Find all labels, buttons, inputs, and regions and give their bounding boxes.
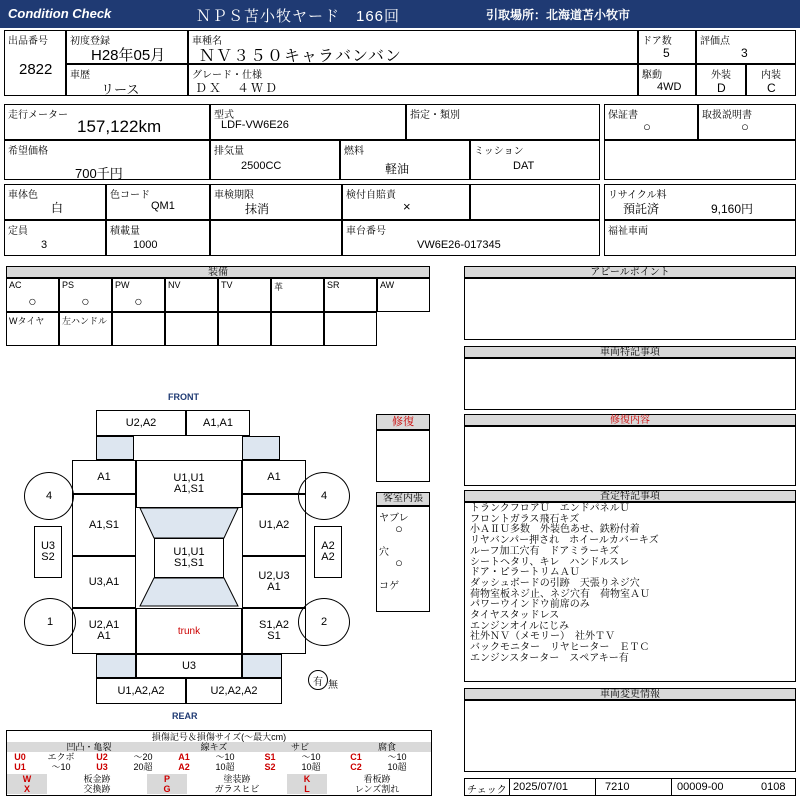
legend-code: U0 <box>14 752 26 762</box>
legend-code: P <box>147 774 187 784</box>
legend-desc: 10超 <box>215 762 235 772</box>
equipment-title: 装備 <box>6 266 430 278</box>
legend-code: A1 <box>178 752 190 762</box>
blank-box-2 <box>470 184 600 220</box>
history-box: 車歴 リース <box>66 64 188 96</box>
interior-box: 内装 C <box>746 64 796 96</box>
equipment-label: AW <box>380 280 395 290</box>
equipment-cell-ac <box>6 278 59 312</box>
equipment-cell-row2-3 <box>165 312 218 346</box>
warranty: ○ <box>643 119 651 134</box>
right-rear-door: U2,U3 A1 <box>242 556 306 608</box>
equipment-cell-pw <box>112 278 165 312</box>
equipment-cell-sr <box>324 278 377 312</box>
left-front-fender: A1 <box>72 460 136 494</box>
manual-box: 取扱説明書 ○ <box>698 104 796 140</box>
damage-legend <box>6 730 432 796</box>
legend-desc: エクボ <box>47 752 75 762</box>
lot-number-box: 出品番号 2822 <box>4 30 66 96</box>
equipment-cell-row2-4 <box>218 312 271 346</box>
repair-detail-title: 修復内容 <box>464 414 796 426</box>
inspection-note-line: ダッシュボードの引跡 天張りネジ穴 <box>470 577 640 589</box>
legend-code: C2 <box>350 762 362 772</box>
legend-code: U1 <box>14 762 26 772</box>
inspection-notes-title: 査定特記事項 <box>464 490 796 502</box>
code-1: 7210 <box>605 781 630 793</box>
displacement: 2500CC <box>241 160 282 172</box>
legend-code: A2 <box>178 762 190 772</box>
legend-desc: 交換跡 <box>83 784 111 794</box>
legend-code: W <box>7 774 47 784</box>
changes-box <box>464 700 796 772</box>
equipment-mark: ○ <box>28 293 37 309</box>
legend-title: 損傷記号＆損傷サイズ(～最大cm) <box>151 732 287 742</box>
interior-grade: C <box>767 81 776 95</box>
recycle-fee: 9,160円 <box>711 202 754 216</box>
inspection-note-line: パワーウインドウ前席のみ <box>470 599 590 611</box>
designation-box: 指定・類別 <box>406 104 600 140</box>
right-side-step: A2 A2 <box>314 526 342 578</box>
roof: U1,U1 S1,S1 <box>154 538 224 578</box>
chassis-box: 車台番号 VW6E26-017345 <box>342 220 600 256</box>
equipment-label: Wタイヤ <box>9 316 45 326</box>
model-box: 型式 LDF-VW6E26 <box>210 104 406 140</box>
inspection-note-line: フロントガラス飛石キズ <box>470 513 580 525</box>
equipment-label: 革 <box>274 282 284 292</box>
right-taillight <box>242 654 282 678</box>
interior-tear-label: ヤブレ <box>379 513 409 524</box>
equipment-mark: ○ <box>81 293 90 309</box>
legend-code: C1 <box>350 752 362 762</box>
pickup-location: 引取場所：北海道苫小牧市 <box>486 8 631 22</box>
history: リース <box>101 82 140 97</box>
grade-box: グレード・仕様 ＤＸ ４ＷＤ <box>188 64 638 96</box>
hood: U1,U1 A1,S1 <box>136 460 242 508</box>
capacity: 3 <box>41 239 48 251</box>
tire-front-right: 4 <box>298 472 350 520</box>
legend-code: S1 <box>264 752 276 762</box>
legend-code: S2 <box>264 762 276 772</box>
equipment-label: SR <box>327 280 340 290</box>
model: LDF-VW6E26 <box>221 119 289 131</box>
score-box: 評価点 3 <box>696 30 796 64</box>
code-2: 00009-00 <box>677 781 724 793</box>
inspection-note-line: バックモニター リヤヒーター ＥＴＣ <box>470 642 650 654</box>
tire-rear-right: 2 <box>298 598 350 646</box>
special-title: 車両特記事項 <box>464 346 796 358</box>
blank-box <box>604 140 796 180</box>
check-label: チェック <box>467 785 507 796</box>
recycle-box: リサイクル料 預託済 9,160円 <box>604 184 796 220</box>
front-bumper-left: U2,A2 <box>96 410 186 436</box>
legend-code: K <box>287 774 327 784</box>
inspection-expiry: 抹消 <box>245 202 270 216</box>
legend-desc: ～20 <box>133 752 153 762</box>
legend-code: L <box>287 784 327 794</box>
inspection-note-line: エンジンオイルにじみ <box>470 620 569 632</box>
equipment-label: PW <box>115 280 130 290</box>
blank-box-3 <box>210 220 342 256</box>
rear-bumper-left: U1,A2,A2 <box>96 678 186 704</box>
inspection-note-line: タイヤスタッドレス <box>470 610 560 621</box>
rear-label: REAR <box>172 711 198 721</box>
changes-title: 車両変更情報 <box>464 688 796 700</box>
capacity-box: 定員 3 <box>4 220 106 256</box>
displacement-box: 排気量 2500CC <box>210 140 340 180</box>
right-front-door: U1,A2 <box>242 494 306 556</box>
equipment-label: AC <box>9 280 22 290</box>
fuel-box: 燃料 軽油 <box>340 140 470 180</box>
warranty-box: 保証書 ○ <box>604 104 698 140</box>
legend-desc: ～10 <box>387 752 407 762</box>
header-title: Condition Check <box>8 6 112 21</box>
load-capacity: 1000 <box>133 239 158 251</box>
equipment-cell-row2-1 <box>59 312 112 346</box>
left-front-door: A1,S1 <box>72 494 136 556</box>
exterior-grade: D <box>717 81 726 95</box>
spare-tire-icon: 有 <box>308 670 328 690</box>
legend-desc: 10超 <box>387 762 407 772</box>
legend-group-dent: 凹凸・亀裂 <box>7 742 171 752</box>
legend-desc: 10超 <box>301 762 321 772</box>
equipment-label: PS <box>62 280 75 290</box>
equipment-cell-row2-0 <box>6 312 59 346</box>
legend-code: U3 <box>96 762 108 772</box>
left-headlight <box>96 436 134 460</box>
equipment-label: TV <box>221 280 233 290</box>
interior-box-body <box>376 506 430 612</box>
exterior-box: 外装 D <box>696 64 746 96</box>
appeal-box <box>464 278 796 340</box>
inspection-note-line: リヤバンパー押され ホイールカバーキズ <box>470 535 659 547</box>
tire-front-left: 4 <box>24 472 74 520</box>
spare-tire-none: 無 <box>328 680 338 691</box>
mission-box: ミッション DAT <box>470 140 600 180</box>
car-name: ＮＶ３５０キャラバンバン <box>199 48 402 65</box>
interior-hole-label: 穴 <box>379 547 389 558</box>
check-date: 2025/07/01 <box>513 781 569 793</box>
tire-rear-left: 1 <box>24 598 76 646</box>
doors-box: ドア数 5 <box>638 30 696 64</box>
equipment-cell-row2-5 <box>271 312 324 346</box>
legend-desc: 20超 <box>133 762 153 772</box>
first-registration-box: 初度登録 H28年05月 <box>66 30 188 64</box>
legend-code: G <box>147 784 187 794</box>
car-name-box: 車種名 ＮＶ３５０キャラバンバン <box>188 30 638 64</box>
footer-bar <box>464 778 796 796</box>
right-headlight <box>242 436 280 460</box>
insurance-box: 検付自賠責 × <box>342 184 470 220</box>
legend-desc: ～10 <box>51 762 71 772</box>
chassis-number: VW6E26-017345 <box>417 239 501 251</box>
legend-group-corrosion: 腐食 <box>343 742 431 752</box>
recycle-status: 預託済 <box>623 202 660 216</box>
repair-detail-box <box>464 426 796 486</box>
load-box: 積載量 1000 <box>106 220 210 256</box>
color-code-box: 色コード QM1 <box>106 184 210 220</box>
inspection-note-line: ルーフ加工穴有 ドアミラーキズ <box>470 545 619 557</box>
special-box <box>464 358 796 410</box>
body-color-box: 車体色 白 <box>4 184 106 220</box>
inspection-note-line: トランクフロアＵ エンドパネルＵ <box>470 503 630 514</box>
legend-desc: 塗装跡 <box>223 774 251 784</box>
fuel: 軽油 <box>385 162 410 176</box>
auction-name: ＮＰＳ苫小牧ヤード 166回 <box>196 8 401 25</box>
code-3: 0108 <box>761 781 786 793</box>
inspection-note-line: エンジンスターター スペアキー有 <box>470 652 629 664</box>
drive: 4WD <box>657 81 682 93</box>
manual: ○ <box>741 119 749 134</box>
equipment-label: NV <box>168 280 181 290</box>
equipment-mark: ○ <box>134 293 143 309</box>
right-front-fender: A1 <box>242 460 306 494</box>
body-color: 白 <box>51 201 64 215</box>
equipment-cell-ps <box>59 278 112 312</box>
left-taillight <box>96 654 136 678</box>
equipment-cell-革 <box>271 278 324 312</box>
appeal-title: アピールポイント <box>464 266 796 278</box>
inspection-note-line: ドア・ピラートリムＡＵ <box>470 567 580 579</box>
inspection-note-line: 社外ＮＶ（メモリー） 社外ＴＶ <box>470 631 615 643</box>
legend-code: U2 <box>96 752 108 762</box>
legend-desc: ～10 <box>301 752 321 762</box>
equipment-cell-row2-6 <box>324 312 377 346</box>
rear-panel: U3 <box>136 654 242 678</box>
equipment-cell-aw <box>377 278 430 312</box>
first-registration: H28年05月 <box>91 47 166 64</box>
interior-title: 客室内張 <box>376 492 430 506</box>
grade: ＤＸ ４ＷＤ <box>195 81 280 95</box>
header-bar <box>0 0 800 28</box>
score: 3 <box>741 46 748 60</box>
inspection-note-line: シートヘタリ、キレ ハンドルスレ <box>470 556 630 568</box>
repair-title: 修復 <box>376 414 430 430</box>
legend-group-scratch: 線キズ <box>171 742 257 752</box>
interior-hole-mark: ○ <box>395 555 403 570</box>
inspection-box: 車検期限 抹消 <box>210 184 342 220</box>
price-box: 希望価格 700千円 <box>4 140 210 180</box>
equipment-cell-nv <box>165 278 218 312</box>
legend-desc: ガラスヒビ <box>214 784 260 794</box>
interior-burn-label: コゲ <box>379 581 399 592</box>
left-rear-fender: U2,A1 A1 <box>72 608 136 654</box>
inspection-note-line: 小ＡⅡＵ多数 外装色あせ、鉄粉付着 <box>470 524 640 536</box>
left-side-step: U3 S2 <box>34 526 62 578</box>
price: 700千円 <box>75 166 123 181</box>
front-bumper-right: A1,A1 <box>186 410 250 436</box>
equipment-cell-row2-2 <box>112 312 165 346</box>
mileage: 157,122km <box>77 117 162 136</box>
trunk: trunk <box>136 608 242 654</box>
repair-box <box>376 430 430 482</box>
rear-bumper-right: U2,A2,A2 <box>186 678 282 704</box>
legend-group-rust: サビ <box>257 742 343 752</box>
legend-desc: 看板跡 <box>363 774 391 784</box>
drive-box: 駆動 4WD <box>638 64 696 96</box>
welfare-box: 福祉車両 <box>604 220 796 256</box>
insurance: × <box>403 199 411 214</box>
inspection-note-line: 荷物室板ネジ止、ネジ穴有 荷物室ＡＵ <box>470 588 650 600</box>
legend-desc: レンズ割れ <box>354 784 400 794</box>
mission: DAT <box>513 160 535 172</box>
legend-desc: 板金跡 <box>83 774 111 784</box>
doors: 5 <box>663 46 670 60</box>
right-rear-fender: S1,A2 S1 <box>242 608 306 654</box>
equipment-label: 左ハンドル <box>62 316 108 326</box>
interior-tear-mark: ○ <box>395 521 403 536</box>
front-label: FRONT <box>168 392 199 402</box>
equipment-cell-tv <box>218 278 271 312</box>
lot-number: 2822 <box>19 61 53 78</box>
mileage-box: 走行メーター 157,122km <box>4 104 210 140</box>
legend-code: X <box>7 784 47 794</box>
left-rear-door: U3,A1 <box>72 556 136 608</box>
legend-desc: ～10 <box>215 752 235 762</box>
color-code: QM1 <box>151 200 175 212</box>
